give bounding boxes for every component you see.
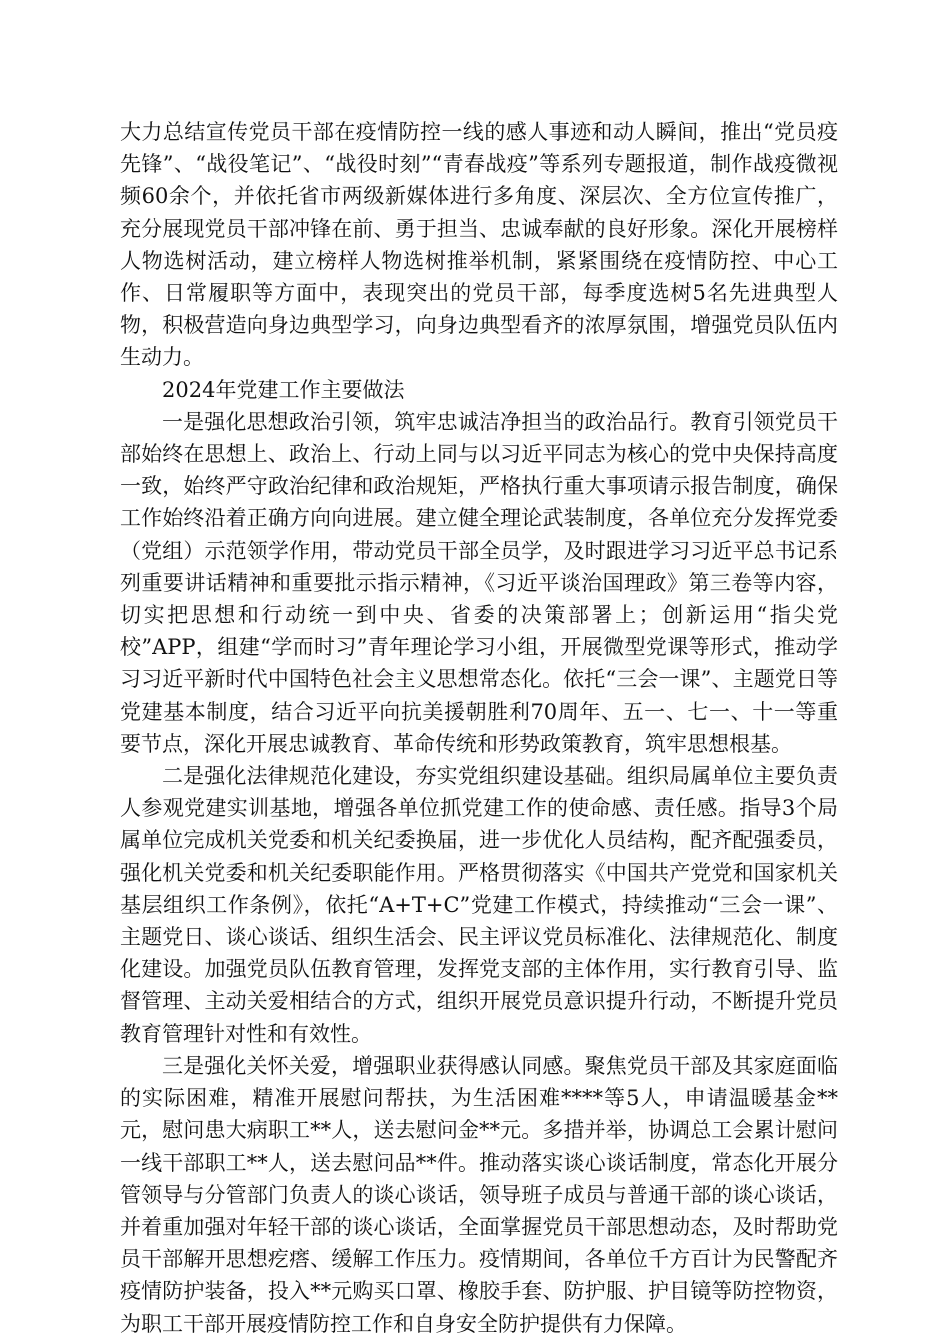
section-heading: 2024年党建工作主要做法 [162,377,405,402]
body-paragraph: 二是强化法律规范化建设，夯实党组织建设基础。组织局属单位主要负责人参观党建实训基地，增强各单位抓党建工作的使命感、责任感。指导3个局属单位完成机关党委和机关纪委换届，进一步优化人员结构，配齐配强委员，强化机关党委和机关纪委职能作用。严格贯彻落实《中国共产党党和国家机关基层组织工作条例》，依托“A+T+C”党建工作模式，持续推动“三会一课”、主题党日、谈心谈话、组织生活会、民主评议党员标准化、法律规范化、制度化建设。加强党员队伍教育管理，发挥党支部的主体作用，实行教育引导、监督管理、主动关爱相结合的方式，组织开展党员意识提升行动，不断提升党员教育管理针对性和有效性。 [120,764,838,1046]
body-paragraph: 大力总结宣传党员干部在疫情防控一线的感人事迹和动人瞬间，推出“党员疫先锋”、“战役笔记”、“战役时刻”“青春战疫”等系列专题报道，制作战疫微视频60余个，并依托省市两级新媒体进行多角度、深层次、全方位宣传推广，充分展现党员干部冲锋在前、勇于担当、忠诚奉献的良好形象。深化开展榜样人物选树活动，建立榜样人物选树推举机制，紧紧围绕在疫情防控、中心工作、日常履职等方面中，表现突出的党员干部，每季度选树5名先进典型人物，积极营造向身边典型学习，向身边典型看齐的浓厚氛围，增强党员队伍内生动力。 [120,120,838,370]
body-paragraph: 三是强化关怀关爱，增强职业获得感认同感。聚焦党员干部及其家庭面临的实际困难，精准开展慰问帮扶，为生活困难****等5人，申请温暖基金**元，慰问患大病职工**人，送去慰问金**元。多措并举，协调总工会累计慰问一线干部职工**人，送去慰问品**件。推动落实谈心谈话制度，常态化开展分管领导与分管部门负责人的谈心谈话，领导班子成员与普通干部的谈心谈话，并着重加强对年轻干部的谈心谈话，全面掌握党员干部思想动态，及时帮助党员干部解开思想疙瘩、缓解工作压力。疫情期间，各单位千方百计为民警配齐疫情防护装备，投入**元购买口罩、橡胶手套、防护服、护目镜等防控物资，为职工干部开展疫情防控工作和自身安全防护提供有力保障。 [120,1053,838,1336]
body-paragraph: 一是强化思想政治引领，筑牢忠诚洁净担当的政治品行。教育引领党员干部始终在思想上、政治上、行动上同与以习近平同志为核心的党中央保持高度一致，始终严守政治纪律和政治规矩，严格执行重大事项请示报告制度，确保工作始终沿着正确方向向进展。建立健全理论武装制度，各单位充分发挥党委（党组）示范领学作用，带动党员干部全员学，及时跟进学习习近平总书记系列重要讲话精神和重要批示指示精神，《习近平谈治国理政》第三卷等内容，切实把思想和行动统一到中央、省委的决策部署上；创新运用“指尖党校”APP，组建“学而时习”青年理论学习小组，开展微型党课等形式，推动学习习近平新时代中国特色社会主义思想常态化。依托“三会一课”、主题党日等党建基本制度，结合习近平向抗美援朝胜利70周年、五一、七一、十一等重要节点，深化开展忠诚教育、革命传统和形势政策教育，筑牢思想根基。 [120,409,838,756]
document-page [120,116,838,1340]
